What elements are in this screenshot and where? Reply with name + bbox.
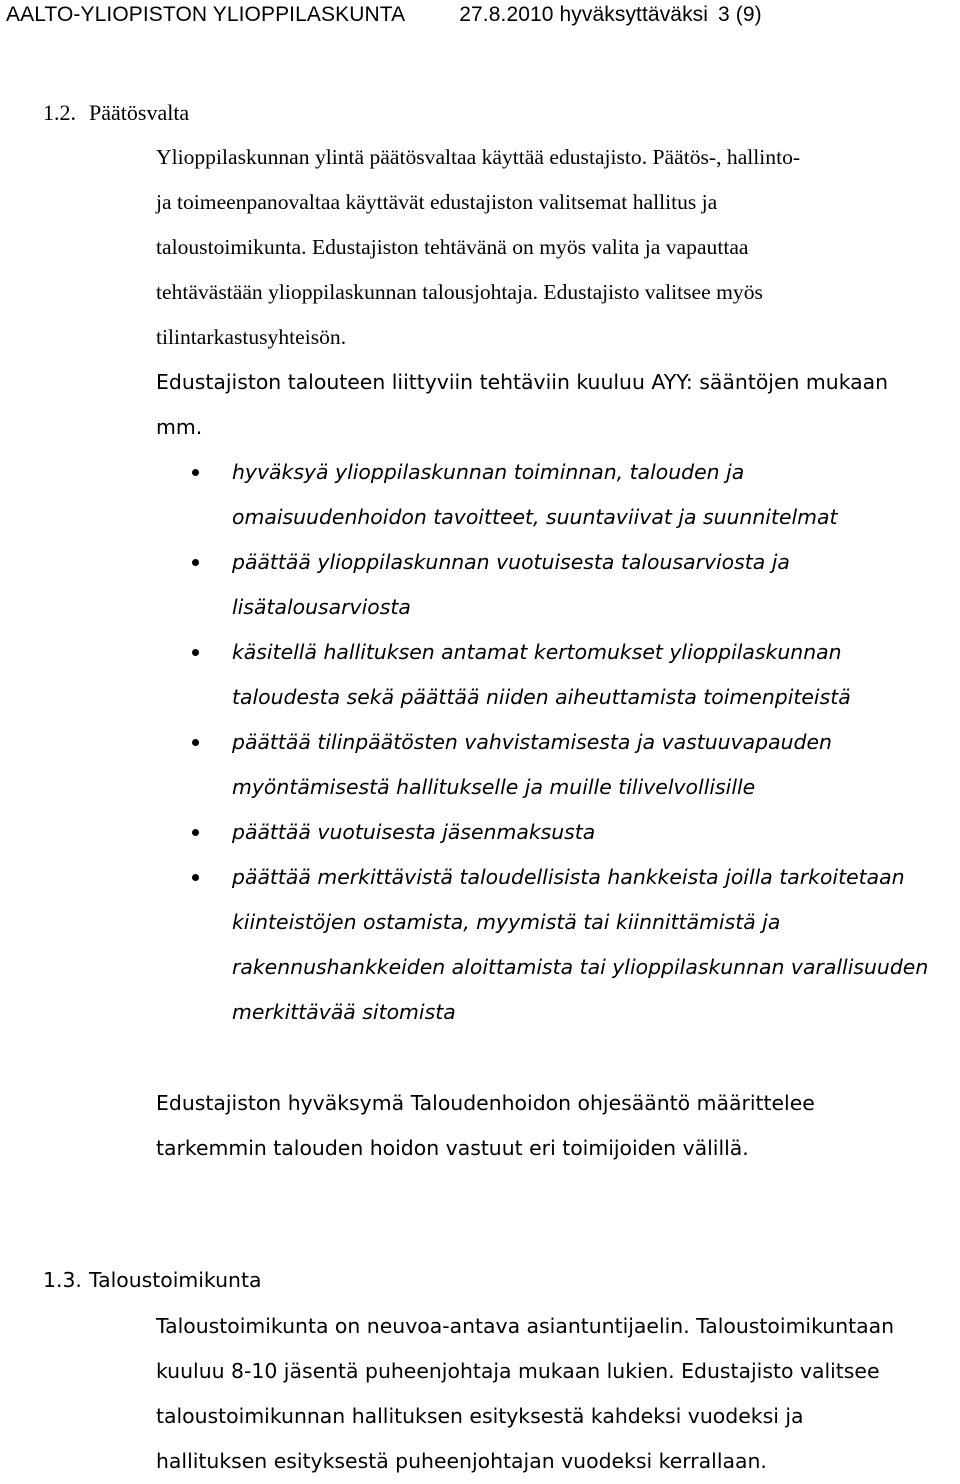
list-item	[156, 810, 946, 855]
section-title: Päätösvalta	[89, 100, 190, 125]
list-item-line: päättää merkittävistä taloudellisista hankkeista joilla tarkoitetaan	[232, 865, 905, 889]
paragraph-line: Edustajiston hyväksymä Taloudenhoidon ohjesääntö määrittelee	[156, 1091, 815, 1115]
list-item	[156, 450, 946, 540]
paragraph-line: mm.	[156, 415, 203, 439]
paragraph-financial-rules	[156, 1081, 946, 1171]
list-item-line: päättää ylioppilaskunnan vuotuisesta talousarviosta ja	[232, 550, 790, 574]
list-item-line: rakennushankkeiden aloittamista tai ylioppilaskunnan varallisuuden	[232, 955, 929, 979]
list-item-line: taloudesta sekä päättää niiden aiheuttamista toimenpiteistä	[232, 685, 851, 709]
list-item	[156, 855, 946, 1035]
header-page-number: 3 (9)	[718, 3, 762, 26]
paragraph-line: taloustoimikunta. Edustajiston tehtävänä on myös valita ja vapauttaa	[156, 235, 749, 259]
list-item-line: käsitellä hallituksen antamat kertomukset ylioppilaskunnan	[232, 640, 842, 664]
paragraph-finance-committee	[156, 1304, 946, 1484]
paragraph-line: tarkemmin talouden hoidon vastuut eri toimijoiden välillä.	[156, 1136, 749, 1160]
list-item-line: kiinteistöjen ostamista, myymistä tai kiinnittämistä ja	[232, 910, 781, 934]
header-date: 27.8.2010 hyväksyttäväksi	[459, 3, 709, 26]
section-heading-1-2	[43, 98, 189, 128]
bullet-icon	[192, 874, 199, 881]
bullet-icon	[192, 829, 199, 836]
section-title: Taloustoimikunta	[89, 1268, 262, 1292]
paragraph-line: hallituksen esityksestä puheenjohtajan vuodeksi kerrallaan.	[156, 1449, 767, 1473]
paragraph-line: tilintarkastusyhteisön.	[156, 325, 347, 349]
page-header	[6, 0, 762, 30]
section-number: 1.3.	[43, 1268, 82, 1292]
paragraph-line: tehtävästään ylioppilaskunnan talousjohtaja. Edustajisto valitsee myös	[156, 280, 763, 304]
paragraph-line: Ylioppilaskunnan ylintä päätösvaltaa käyttää edustajisto. Päätös-, hallinto-	[156, 145, 801, 169]
bullet-icon	[192, 559, 199, 566]
paragraph-decision-power	[156, 135, 946, 360]
section-heading-1-3	[43, 1265, 261, 1295]
list-item-line: hyväksyä ylioppilaskunnan toiminnan, talouden ja	[232, 460, 745, 484]
header-org: AALTO-YLIOPISTON YLIOPPILASKUNTA	[6, 3, 406, 26]
paragraph-line: taloustoimikunnan hallituksen esityksestä kahdeksi vuodeksi ja	[156, 1404, 804, 1428]
list-item-line: päättää vuotuisesta jäsenmaksusta	[232, 820, 596, 844]
list-item	[156, 540, 946, 630]
paragraph-line: Taloustoimikunta on neuvoa-antava asiantuntijaelin. Taloustoimikuntaan	[156, 1314, 895, 1338]
bullet-icon	[192, 739, 199, 746]
list-item	[156, 720, 946, 810]
paragraph-council-tasks-intro	[156, 360, 946, 450]
list-item	[156, 630, 946, 720]
council-tasks-list	[156, 450, 946, 1035]
list-item-line: myöntämisestä hallitukselle ja muille tilivelvollisille	[232, 775, 756, 799]
section-number: 1.2.	[43, 100, 76, 125]
bullet-icon	[192, 469, 199, 476]
paragraph-line: kuuluu 8-10 jäsentä puheenjohtaja mukaan lukien. Edustajisto valitsee	[156, 1359, 880, 1383]
bullet-icon	[192, 649, 199, 656]
list-item-line: omaisuudenhoidon tavoitteet, suuntaviivat ja suunnitelmat	[232, 505, 838, 529]
paragraph-line: Edustajiston talouteen liittyviin tehtäviin kuuluu AYY: sääntöjen mukaan	[156, 370, 889, 394]
list-item-line: merkittävää sitomista	[232, 1000, 456, 1024]
list-item-line: päättää tilinpäätösten vahvistamisesta ja vastuuvapauden	[232, 730, 832, 754]
list-item-line: lisätalousarviosta	[232, 595, 411, 619]
paragraph-line: ja toimeenpanovaltaa käyttävät edustajiston valitsemat hallitus ja	[156, 190, 718, 214]
